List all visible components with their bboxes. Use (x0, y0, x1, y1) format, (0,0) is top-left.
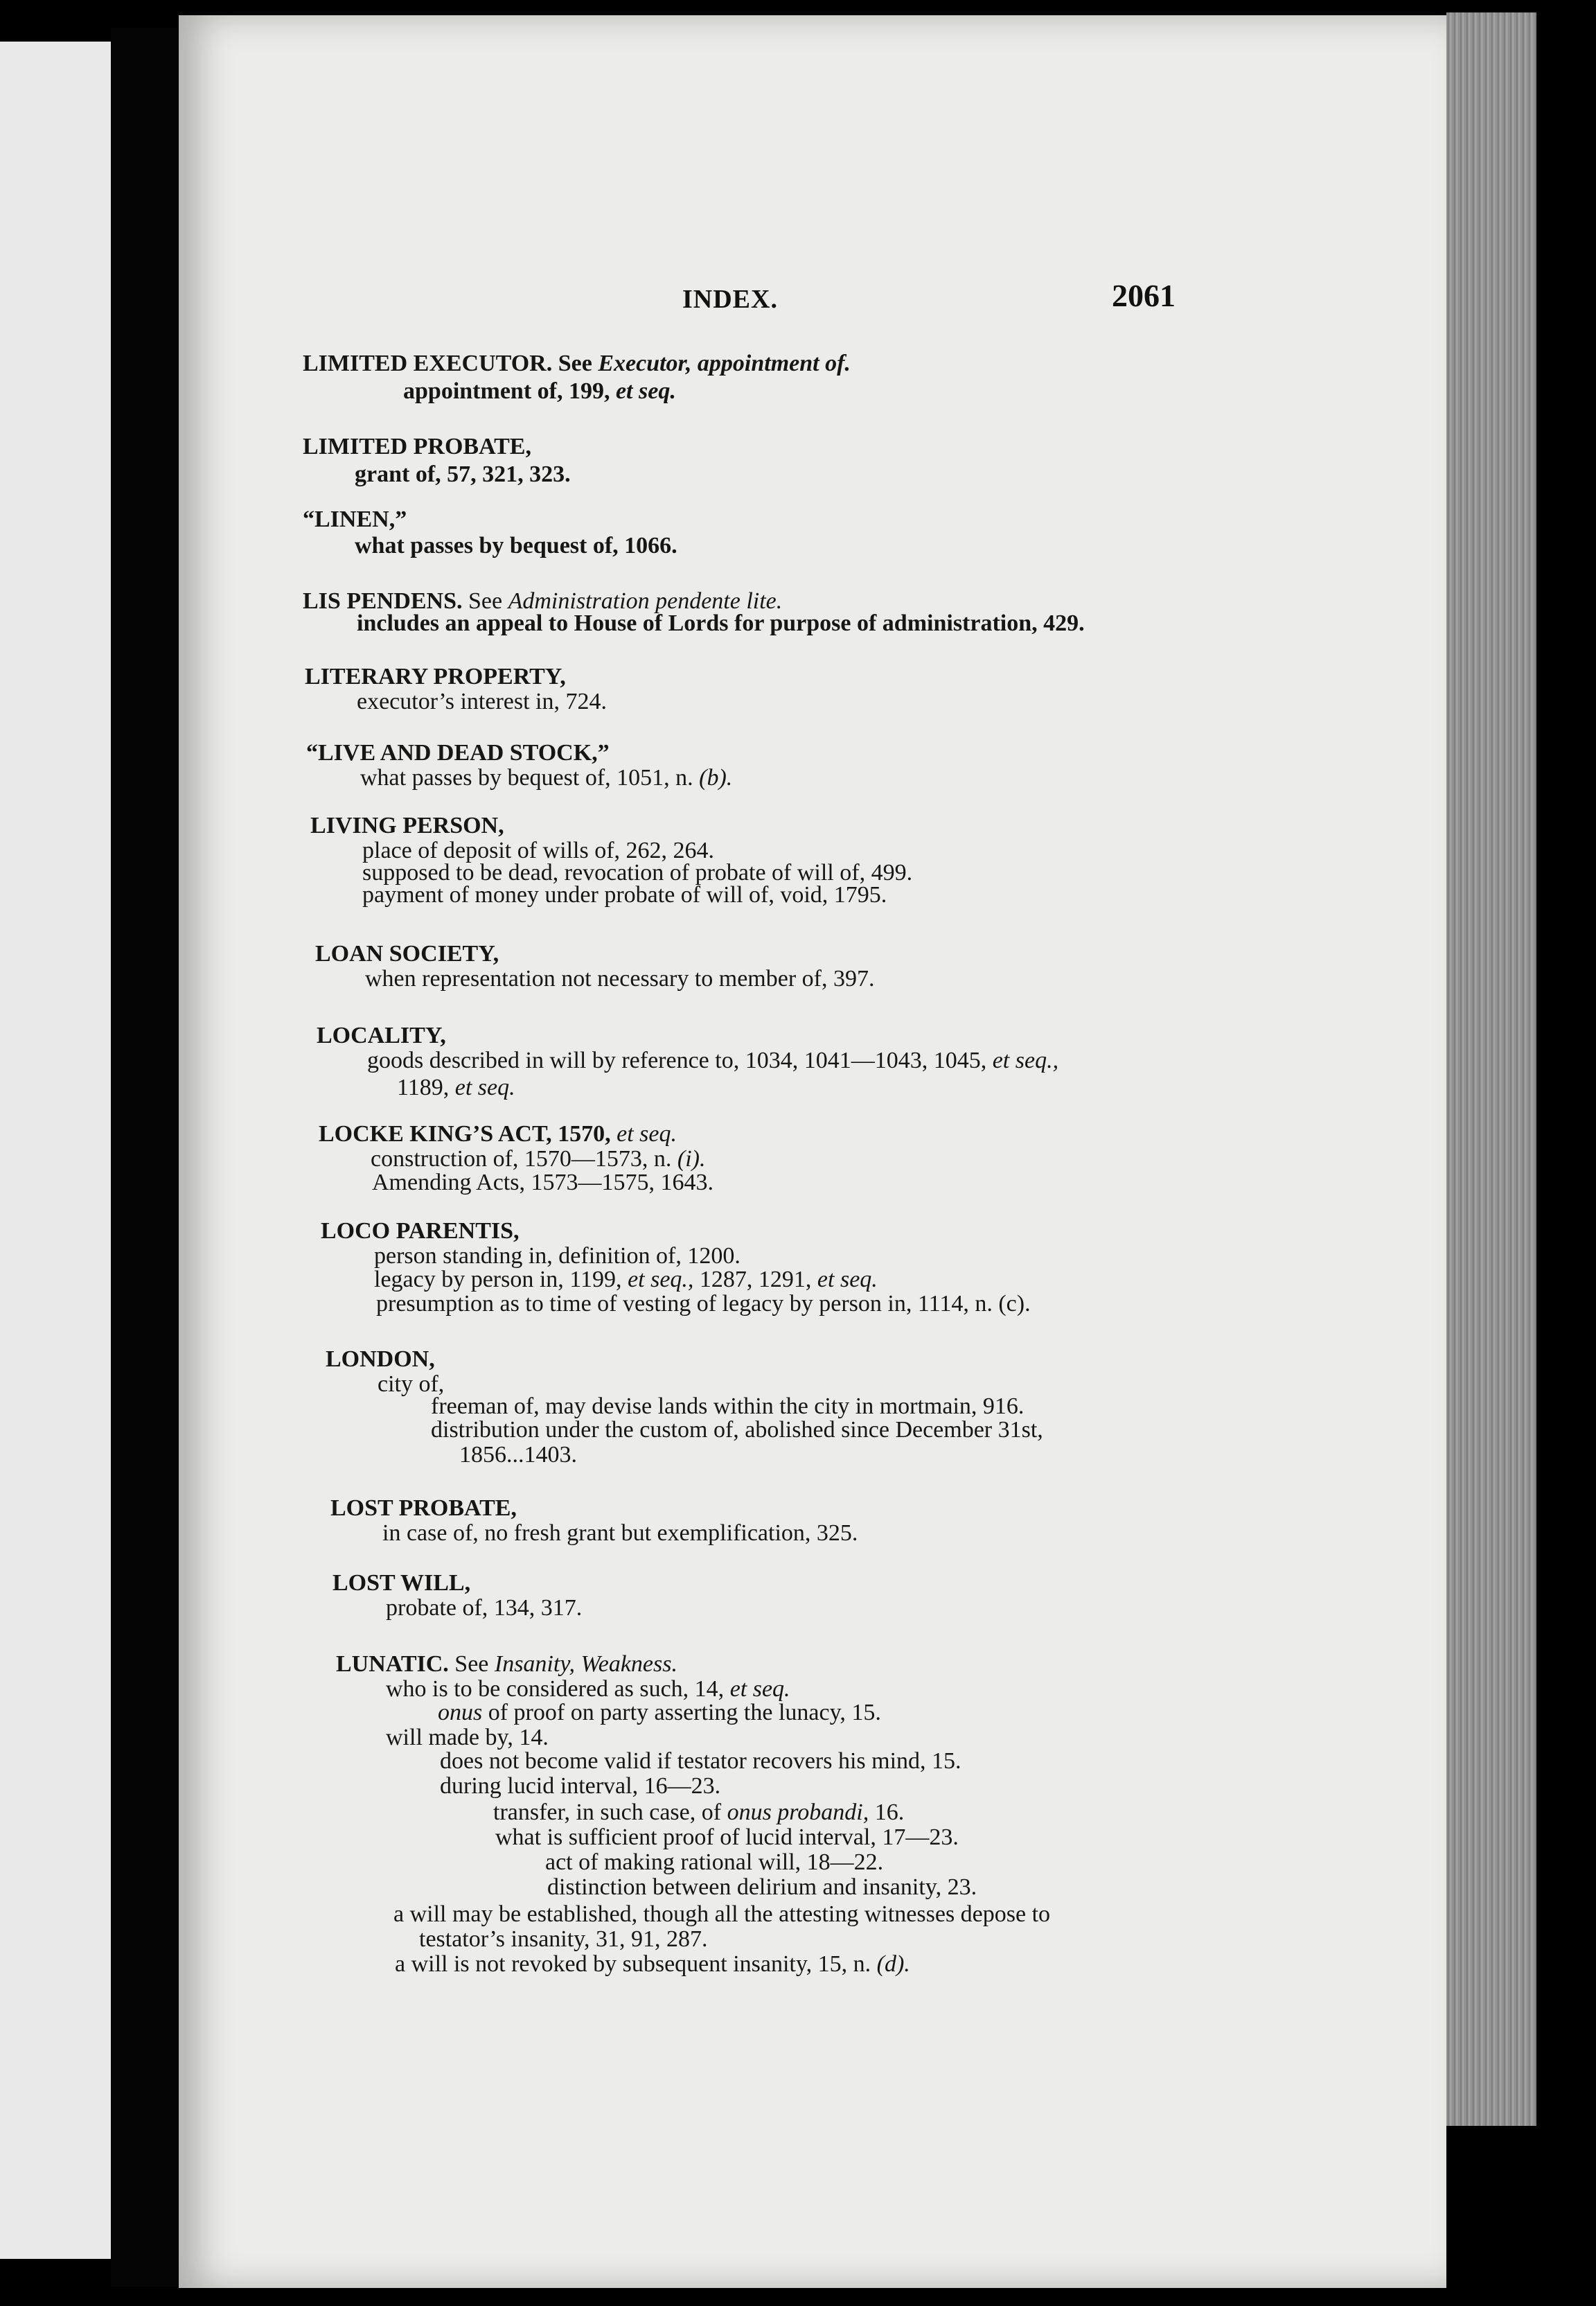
subentry: includes an appeal to House of Lords for purpose of administration, 429. (357, 610, 1085, 636)
facing-page-edge (0, 42, 111, 2259)
entry-heading: LIS PENDENS. (303, 588, 463, 614)
cross-reference: Executor, appointment of. (598, 351, 851, 376)
subentry: appointment of, 199, et seq. (403, 378, 676, 404)
subentry: during lucid interval, 16—23. (440, 1773, 721, 1799)
subentry: executor’s interest in, 724. (357, 689, 608, 714)
entry-heading: LUNATIC. (336, 1651, 449, 1677)
subentry: construction of, 1570—1573, n. (i). (371, 1146, 706, 1172)
subentry: who is to be considered as such, 14, et seq. (386, 1676, 790, 1702)
entry-heading: LOAN SOCIETY, (315, 941, 499, 967)
entry-lis-pendens: LIS PENDENS. See Administration pendente lite. (303, 588, 783, 614)
subentry: 1856...1403. (459, 1442, 577, 1468)
subentry: legacy by person in, 1199, et seq., 1287, 1291, et seq. (374, 1267, 878, 1292)
subentry: payment of money under probate of will of, void, 1795. (362, 882, 887, 908)
entry-lunatic: LUNATIC. See Insanity, Weakness. (336, 1651, 677, 1677)
subentry: when representation not necessary to member of, 397. (365, 966, 875, 992)
entry-heading: “LINEN,” (303, 507, 407, 532)
entry-heading: LIVING PERSON, (310, 813, 504, 838)
subentry: act of making rational will, 18—22. (545, 1849, 884, 1875)
cross-reference: Administration pendente lite. (508, 588, 783, 614)
running-head: INDEX. (682, 285, 778, 314)
page-number: 2061 (1112, 278, 1176, 313)
subentry: Amending Acts, 1573—1575, 1643. (372, 1170, 713, 1195)
book-gutter (111, 28, 180, 2287)
subentry: what passes by bequest of, 1066. (355, 533, 677, 558)
entry-heading: LOST WILL, (332, 1570, 471, 1596)
subentry: distribution under the custom of, abolished since December 31st, (431, 1417, 1043, 1443)
subentry: goods described in will by reference to, 1034, 1041—1043, 1045, et seq., (367, 1048, 1059, 1073)
subentry: what is sufficient proof of lucid interval, 17—23. (495, 1824, 959, 1850)
entry-heading: LIMITED EXECUTOR. (303, 351, 553, 376)
subentry: city of, (378, 1371, 445, 1397)
subentry: testator’s insanity, 31, 91, 287. (419, 1926, 708, 1952)
subentry: what passes by bequest of, 1051, n. (b). (360, 765, 733, 791)
cross-reference: Insanity, Weakness. (494, 1651, 677, 1677)
subentry: probate of, 134, 317. (386, 1595, 583, 1621)
subentry: a will may be established, though all the attesting witnesses depose to (393, 1901, 1051, 1927)
entry-heading: LIMITED PROBATE, (303, 434, 531, 459)
subentry: freeman of, may devise lands within the city in mortmain, 916. (431, 1393, 1025, 1419)
entry-heading: LOCO PARENTIS, (321, 1218, 520, 1244)
subentry: grant of, 57, 321, 323. (355, 461, 571, 487)
page-block-edge (1446, 12, 1536, 2292)
subentry: transfer, in such case, of onus probandi, 16. (493, 1799, 905, 1825)
subentry: person standing in, definition of, 1200. (374, 1243, 741, 1269)
subentry: onus of proof on party asserting the lunacy, 15. (438, 1700, 881, 1725)
subentry: will made by, 14. (386, 1725, 549, 1750)
entry-heading: LITERARY PROPERTY, (305, 664, 566, 689)
entry-heading: LOCALITY, (317, 1023, 446, 1048)
subentry: place of deposit of wills of, 262, 264. (362, 838, 715, 863)
entry-heading: LOST PROBATE, (330, 1495, 517, 1521)
subentry: 1189, et seq. (397, 1075, 515, 1100)
subentry: does not become valid if testator recovers his mind, 15. (440, 1748, 961, 1774)
subentry: a will is not revoked by subsequent insanity, 15, n. (d). (395, 1951, 910, 1977)
entry-limited-executor: LIMITED EXECUTOR. See Executor, appointment of. (303, 351, 851, 376)
subentry: distinction between delirium and insanity, 23. (547, 1874, 977, 1900)
subentry: supposed to be dead, revocation of probate of will of, 499. (362, 860, 913, 886)
entry-locke-king: LOCKE KING’S ACT, 1570, et seq. (319, 1121, 677, 1147)
subentry: in case of, no fresh grant but exemplification, 325. (382, 1520, 858, 1546)
entry-heading: LONDON, (326, 1346, 435, 1372)
entry-heading: LOCKE KING’S ACT, 1570, (319, 1121, 611, 1147)
entry-heading: “LIVE AND DEAD STOCK,” (306, 740, 610, 766)
subentry: presumption as to time of vesting of legacy by person in, 1114, n. (c). (376, 1291, 1031, 1317)
